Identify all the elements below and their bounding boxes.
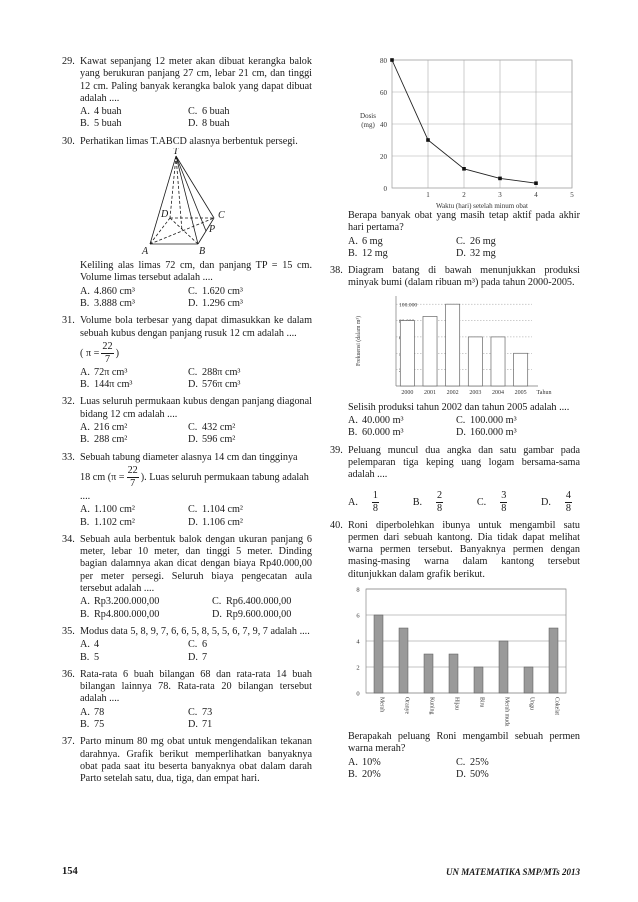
data-point (498, 177, 502, 181)
option-value: Rp9.600.000,00 (226, 608, 292, 620)
option-letter: A. (80, 366, 90, 378)
dosage-line-chart (330, 50, 580, 210)
x-axis-label: Tahun (536, 389, 552, 396)
option-d (541, 490, 574, 515)
y-tick-label: 60 (380, 89, 387, 97)
option-letter: D. (188, 379, 198, 391)
question-text-line2 (80, 465, 312, 490)
y-tick-label: 8 (356, 586, 360, 594)
vertex-label-D: D (161, 209, 169, 221)
option-value: 32 mg (470, 247, 496, 259)
answer-options (80, 639, 312, 664)
answer-options (348, 757, 580, 782)
question-number: 36. (62, 668, 75, 680)
option-value: 3.888 cm³ (94, 297, 135, 309)
fraction-numerator: 2 (437, 489, 443, 501)
option-letter: A. (80, 504, 90, 516)
option-letter: A. (348, 756, 358, 768)
data-point (390, 58, 394, 62)
fraction-denominator: 7 (104, 353, 111, 365)
fraction-denominator: 8 (437, 502, 443, 514)
edge-TA (150, 156, 176, 244)
vertex-label-A: A (142, 246, 149, 257)
option-letter: A. (80, 285, 90, 297)
fraction-numerator: 3 (501, 489, 507, 501)
y-axis-label-line: Dosis (360, 112, 376, 120)
option-letter: D. (188, 718, 198, 730)
y-tick-label: 0 (356, 690, 360, 698)
option-letter: B. (80, 718, 90, 730)
option-letter: C. (188, 106, 198, 118)
option-value: Rp3.200.000,00 (94, 596, 160, 608)
bar (549, 628, 558, 693)
y-tick-label: 100.000 (399, 302, 418, 309)
option-letter: D. (212, 608, 222, 620)
x-tick-label: 2002 (446, 389, 459, 396)
bar (400, 320, 414, 385)
question-number: 32. (62, 396, 75, 408)
x-tick-label: 1 (426, 191, 430, 199)
x-tick-label: Oranye (403, 697, 410, 715)
question-35 (62, 626, 312, 664)
option-value: 5 buah (94, 118, 122, 130)
option-letter: D. (456, 247, 466, 259)
option-value: 5 (94, 651, 100, 663)
fraction-denominator: 8 (501, 502, 507, 514)
bar (446, 304, 460, 386)
bar (449, 654, 458, 693)
fraction-numerator: 1 (372, 489, 378, 501)
question-dots: .... (80, 490, 91, 502)
question-number: 39. (330, 444, 343, 456)
y-axis-label (360, 112, 376, 129)
bar (514, 353, 528, 386)
question-number: 33. (62, 451, 75, 463)
option-letter: D. (188, 118, 198, 130)
option-value: Rp4.800.000,00 (94, 608, 160, 620)
data-point (534, 181, 538, 185)
answer-options (80, 286, 312, 311)
option-letter: C. (188, 639, 198, 651)
oil-production-bar-chart (348, 290, 580, 402)
option-letter: A. (348, 496, 358, 508)
option-fraction (500, 490, 507, 515)
x-tick-label: 2003 (469, 389, 482, 396)
option-letter: C. (188, 422, 198, 434)
option-value: 4.860 cm³ (94, 285, 135, 297)
option-letter: A. (348, 415, 358, 427)
option-value: 288 cm² (94, 434, 128, 446)
answer-options (80, 422, 312, 447)
answer-options (348, 236, 580, 261)
x-tick-label: Biru (478, 697, 485, 708)
option-value: 1.104 cm² (202, 504, 243, 516)
option-value: 10% (362, 756, 381, 768)
footer-title: UN MATEMATIKA SMP/MTs 2013 (446, 867, 580, 877)
option-value: 60.000 m³ (362, 427, 404, 439)
x-tick-label: 2000 (401, 389, 414, 396)
bar (423, 316, 437, 386)
bar (491, 337, 505, 386)
question-32 (62, 396, 312, 446)
question-text: Luas seluruh permukaan kubus dengan panjang diagonal bidang 12 cm adalah .... (80, 396, 312, 420)
option-b (413, 490, 445, 515)
pi-note (80, 341, 312, 366)
question-36 (62, 669, 312, 731)
question-number: 40. (330, 519, 343, 531)
fraction-denominator: 8 (565, 502, 571, 514)
x-tick-label: 4 (534, 191, 538, 199)
pi-suffix: ) (115, 347, 119, 359)
question-38 (330, 265, 580, 439)
option-letter: B. (412, 496, 423, 508)
option-letter: A. (80, 106, 90, 118)
bar (399, 628, 408, 693)
question-text: Perhatikan limas T.ABCD alasnya berbentuk persegi. (80, 135, 298, 147)
option-value: 288π cm³ (202, 366, 241, 378)
x-tick-label: Kuning (428, 697, 435, 715)
question-text: Diagram batang di bawah menunjukkan produksi minyak bumi (dalam ribuan m³) pada tahun 2000-2005. (348, 265, 580, 289)
option-value: 8 buah (202, 118, 230, 130)
fraction-denominator: 8 (372, 502, 378, 514)
option-letter: B. (80, 379, 90, 391)
question-text: Rata-rata 6 buah bilangan 68 dan rata-rata 14 buah bilangan lainnya 78. Rata-rata 20 bilangan tersebut adalah .... (80, 668, 312, 705)
x-tick-label: 2004 (492, 389, 504, 396)
question-40 (330, 520, 580, 782)
option-letter: A. (348, 235, 358, 247)
y-tick-label: 6 (356, 612, 360, 620)
data-point (426, 138, 430, 142)
candy-color-bar-chart (348, 581, 580, 731)
x-tick-label: 2001 (424, 389, 436, 396)
option-value: 4 buah (94, 106, 122, 118)
option-value: 75 (94, 718, 105, 730)
option-letter: D. (456, 427, 466, 439)
option-letter: B. (80, 651, 90, 663)
question-number: 30. (62, 135, 75, 147)
fraction-numerator: 22 (102, 340, 113, 352)
left-column (62, 56, 312, 790)
option-value: 71 (202, 718, 213, 730)
option-letter: B. (80, 516, 90, 528)
bar (468, 337, 482, 386)
question-text-suffix: ). Luas seluruh permukaan tabung adalah (140, 471, 309, 483)
option-value: 1.620 cm³ (202, 285, 243, 297)
option-letter: C. (188, 706, 198, 718)
question-text: Roni diperbolehkan ibunya untuk mengambil satu permen dari sebuah kantong. Dia tidak dapat melihat warna permen tersebut. Banyaknya permen dengan masing-masing warna dalam kantong tersebut ditunjukkan dalam grafik berikut. (348, 519, 580, 580)
option-value: 160.000 m³ (470, 427, 517, 439)
option-letter: C. (188, 504, 198, 516)
answer-options (348, 415, 580, 440)
x-tick-label: 2005 (514, 389, 527, 396)
option-value: 100.000 m³ (470, 415, 517, 427)
option-letter: C. (188, 366, 198, 378)
x-tick-label: Ungu (528, 697, 535, 710)
option-value: 6 buah (202, 106, 230, 118)
question-text-2: Keliling alas limas 72 cm, dan panjang TP = 15 cm. Volume limas tersebut adalah .... (80, 260, 312, 284)
option-fraction (436, 490, 443, 515)
option-value: 50% (470, 768, 489, 780)
x-tick-label: 3 (498, 191, 502, 199)
x-tick-label: Merah muda (503, 697, 510, 727)
right-column (330, 50, 580, 786)
option-value: 596 cm² (202, 434, 236, 446)
option-value: 1.106 cm² (202, 516, 243, 528)
question-text: Sebuah tabung diameter alasnya 14 cm dan tingginya (80, 451, 298, 463)
question-number: 38. (330, 265, 343, 277)
option-letter: A. (80, 706, 90, 718)
option-value: 1.102 cm² (94, 516, 135, 528)
option-letter: C. (456, 235, 466, 247)
answer-options (80, 367, 312, 392)
question-39 (330, 445, 580, 515)
pi-prefix: 18 cm (π = (80, 471, 125, 483)
x-tick-label: 5 (570, 191, 574, 199)
option-letter: A. (80, 422, 90, 434)
slant-TP (176, 156, 206, 231)
edge-TB (176, 156, 198, 244)
question-text: Volume bola terbesar yang dapat dimasukkan ke dalam sebuah kubus dengan panjang rusuk 12 cm adalah .... (80, 315, 312, 339)
question-number: 31. (62, 315, 75, 327)
option-value: 12 mg (362, 247, 388, 259)
x-tick-label: Merah (378, 697, 385, 713)
question-text: Parto minum 80 mg obat untuk mengendalikan tekanan darahnya. Grafik berikut memperlihatkan banyaknya obat pada saat itu beserta banyaknya obat dalam darah Parto setelah satu, dua, tiga, dan empat hari. (80, 736, 312, 785)
y-tick-label: 0 (383, 185, 387, 193)
option-letter: D. (188, 651, 198, 663)
pyramid-figure (80, 148, 312, 256)
y-axis-label: Frekuensi (dalam m³) (356, 315, 362, 366)
option-fraction (565, 490, 572, 515)
question-number: 34. (62, 533, 75, 545)
y-tick-label: 80 (380, 57, 387, 65)
question-number: 29. (62, 56, 75, 67)
pi-prefix: ( π = (80, 347, 100, 359)
question-number: 35. (62, 625, 75, 637)
y-tick-label: 4 (356, 638, 360, 646)
vertex-label-T: T (173, 148, 179, 158)
option-letter: D. (540, 496, 551, 508)
question-29 (62, 56, 312, 131)
fraction-denominator: 7 (130, 477, 136, 489)
vertex-label-C: C (218, 210, 225, 222)
answer-options (80, 596, 312, 621)
option-c (477, 490, 509, 515)
option-value: 72π cm³ (94, 366, 128, 378)
answer-options (348, 490, 580, 515)
option-letter: D. (188, 434, 198, 446)
option-letter: D. (188, 516, 198, 528)
option-value: 4 (94, 639, 100, 651)
question-37 (62, 736, 312, 785)
option-letter: A. (80, 596, 90, 608)
answer-options (80, 504, 312, 529)
option-letter: B. (348, 427, 358, 439)
option-letter: C. (188, 285, 198, 297)
answer-options (80, 707, 312, 732)
option-letter: D. (188, 297, 198, 309)
option-letter: C. (212, 596, 222, 608)
option-letter: A. (80, 639, 90, 651)
question-text: Kawat sepanjang 12 meter akan dibuat kerangka balok yang berukuran panjang 27 cm, lebar 21 cm, dan tinggi 12 cm. Paling banyak kerangka balok yang dapat dibuat adalah .... (80, 56, 312, 104)
answer-options (80, 106, 312, 131)
question-33 (62, 452, 312, 529)
question-text-2: Selisih produksi tahun 2002 dan tahun 2005 adalah .... (348, 401, 570, 413)
option-value: 7 (202, 651, 208, 663)
x-tick-label: 2 (462, 191, 466, 199)
y-axis-label-line: (mg) (361, 121, 375, 129)
data-point (462, 167, 466, 171)
question-text: Modus data 5, 8, 9, 7, 6, 6, 5, 8, 5, 5, 6, 7, 9, 7 adalah .... (80, 625, 310, 637)
edge-TC (176, 156, 214, 218)
option-value: 73 (202, 706, 213, 718)
x-axis-label: Waktu (hari) setelah minum obat (436, 202, 528, 210)
bar (499, 641, 508, 693)
y-tick-label: 2 (356, 664, 360, 672)
bar (424, 654, 433, 693)
question-text: Peluang muncul dua angka dan satu gambar pada pelemparan tiga keping uang logam bersama-sama adalah .... (348, 444, 580, 481)
option-letter: B. (80, 118, 90, 130)
option-value: 26 mg (470, 235, 496, 247)
question-37-continued (330, 210, 580, 260)
option-value: 1.100 cm² (94, 504, 135, 516)
question-text: Sebuah aula berbentuk balok dengan ukuran panjang 6 meter, lebar 10 meter, dan tinggi 5 meter. Dinding bagian dalamnya akan dicat dengan biaya Rp40.000,00 per meter persegi. Seluruh biaya pengecatan aula tersebut adalah .... (80, 533, 312, 595)
pi-fraction (127, 465, 139, 490)
option-letter: C. (456, 415, 466, 427)
option-value: 40.000 m³ (362, 415, 404, 427)
option-letter: B. (80, 608, 90, 620)
vertex-label-P: P (209, 224, 216, 236)
fraction-numerator: 22 (127, 464, 138, 476)
diagonal-BD (170, 218, 198, 244)
option-value: 1.296 cm³ (202, 297, 243, 309)
option-value: Rp6.400.000,00 (226, 596, 292, 608)
option-letter: C. (476, 496, 487, 508)
option-value: 144π cm³ (94, 379, 133, 391)
option-letter: C. (456, 756, 466, 768)
bar (474, 667, 483, 693)
x-tick-label: Hijau (453, 697, 460, 710)
vertex-label-B: B (199, 246, 206, 257)
pi-fraction (101, 341, 113, 366)
option-value: 432 cm² (202, 422, 236, 434)
option-value: 6 (202, 639, 208, 651)
question-number: 37. (62, 736, 75, 748)
option-fraction (372, 490, 379, 515)
y-tick-label: 20 (380, 153, 387, 161)
option-value: 20% (362, 768, 381, 780)
bar (374, 615, 383, 693)
question-31 (62, 315, 312, 391)
y-tick-label: 40 (380, 121, 387, 129)
bar (524, 667, 533, 693)
option-letter: B. (348, 247, 358, 259)
option-a (348, 490, 381, 515)
fraction-numerator: 4 (565, 489, 571, 501)
option-value: 25% (470, 756, 489, 768)
option-letter: B. (348, 768, 358, 780)
question-text-2: Berapa banyak obat yang masih tetap aktif pada akhir hari pertama? (348, 210, 580, 234)
page-number: 154 (62, 866, 78, 877)
question-30 (62, 136, 312, 310)
option-value: 6 mg (362, 235, 383, 247)
option-value: 216 cm² (94, 422, 128, 434)
option-value: 576π cm³ (202, 379, 241, 391)
question-34 (62, 534, 312, 621)
question-text-2: Berapakah peluang Roni mengambil sebuah permen warna merah? (348, 731, 580, 755)
option-value: 78 (94, 706, 105, 718)
option-letter: B. (80, 297, 90, 309)
x-tick-label: Cokelat (553, 697, 560, 716)
option-letter: B. (80, 434, 90, 446)
option-letter: D. (456, 768, 466, 780)
